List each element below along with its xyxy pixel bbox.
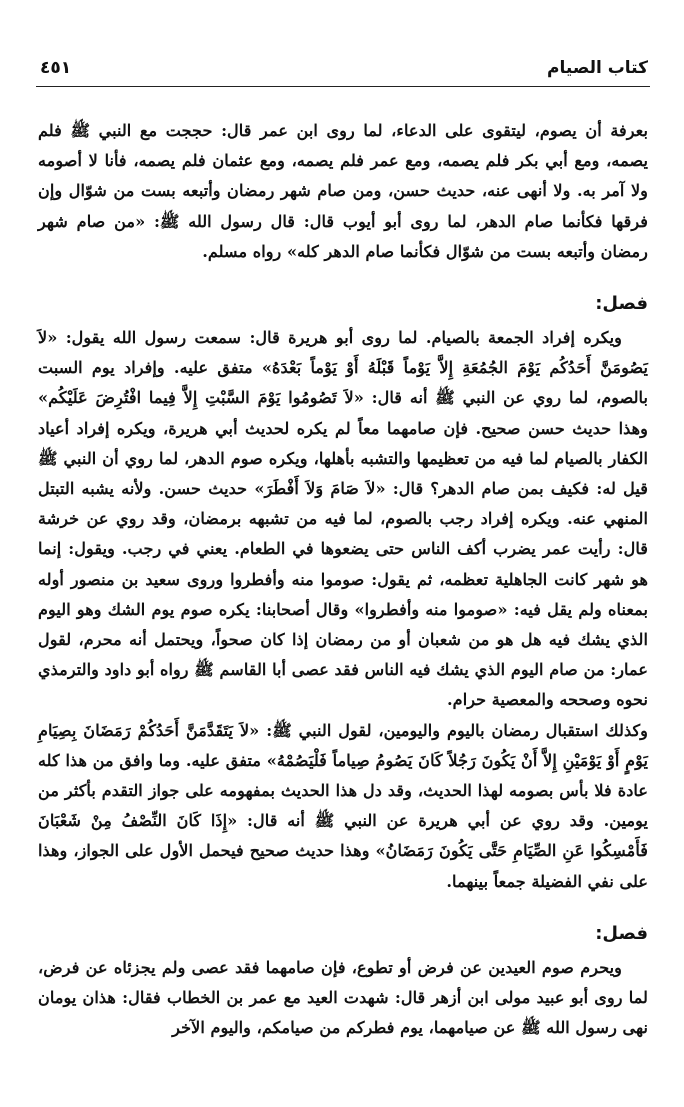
paragraph: وكذلك استقبال رمضان باليوم واليومين، لقول النبي ﷺ: «لاَ يَتَقَدَّمَنَّ أَحَدُكُمْ رَمَضَانَ بِصِيَامِ يَوْمٍ أَوْ يَوْمَيْنِ إِلاَّ أَنْ يَكُونَ رَجُلاً كَانَ يَصُومُ صِياماً فَلْيَصُمْهُ» متفق عليه. وما وافق من هذا كله عادة فلا بأس بصومه لهذا الحديث، وقد دل هذا الحديث بمفهومه على جواز التقدم بأكثر من يومين. وقد روي عن أبي هريرة عن النبي ﷺ أنه قال: «إِذَا كَانَ النِّصْفُ مِنْ شَعْبَانَ فَأَمْسِكُوا عَنِ الصِّيَامِ حَتَّى يَكُونَ رَمَضَانُ» وهذا حديث صحيح فيحمل الأول على الجواز، وهذا على نفي الفضيلة جمعاً بينهما. [38,720,648,891]
section-heading: فصل: [595,293,648,315]
running-title: كتاب الصيام [547,58,648,78]
page-body [38,116,648,1043]
paragraph: بعرفة أن يصوم، ليتقوى على الدعاء، لما روى ابن عمر قال: حججت مع النبي ﷺ فلم يصمه، ومع أبي بكر فلم يصمه، ومع عمر فلم يصمه، ومع عثمان فلم يصمه، فأنا لا أصومه ولا آمر به. ولا أنهى عنه، حديث حسن، ومن صام شهر رمضان وأتبعه بست من شوّال وإن فرقها فكأنما صام الدهر، لما روى أبو أيوب قال: قال رسول الله ﷺ: «من صام شهر رمضان وأتبعه بست من شوّال فكأنما صام الدهر كله» رواه مسلم. [38,121,648,261]
page-number: ٤٥١ [40,58,72,78]
page-header [36,56,650,87]
paragraph: ويحرم صوم العيدين عن فرض أو تطوع، فإن صامهما فقد عصى ولم يجزئاه عن فرض، لما روى أبو عبيد مولى ابن أزهر قال: شهدت العيد مع عمر بن الخطاب فقال: هذان يومان نهى رسول الله ﷺ عن صيامهما، يوم فطركم من صيامكم، واليوم الآخر [38,957,648,1038]
section-heading: فصل: [595,922,648,944]
paragraph: ويكره إفراد الجمعة بالصيام. لما روى أبو هريرة قال: سمعت رسول الله يقول: «لاَ يَصُومَنَّ أَحَدُكُم يَوْمَ الجُمُعَةِ إِلاَّ يَوْماً قَبْلَهُ أَوْ يَوْماً بَعْدَهُ» متفق عليه. وإفراد يوم السبت بالصوم، لما روي عن النبي ﷺ أنه قال: «لاَ تَصُومُوا يَوْمَ السَّبْتِ إِلاَّ فِيما افْتُرِضَ عَلَيْكُم» وهذا حديث حسن صحيح. فإن صامهما معاً لم يكره لحديث أبي هريرة، ويكره إفراد أعياد الكفار بالصيام لما فيه من تعظيمها والتشبه بأهلها، ويكره صوم الدهر، لما روي أن النبي ﷺ قيل له: فكيف بمن صام الدهر؟ قال: «لاَ صَامَ وَلاَ أَفْطَرَ» حديث حسن. ولأنه يشبه التبتل المنهي عنه. ويكره إفراد رجب بالصوم، لما فيه من تشبهه برمضان، وقد روي عن خرشة قال: رأيت عمر يضرب أكف الناس حتى يضعوها في الطعام. يعني في رجب. ويقول: إنما هو شهر كانت الجاهلية تعظمه، ثم يقول: صوموا منه وأفطروا وروى سعيد بن منصور أوله بمعناه ولم يقل فيه: «صوموا منه وأفطروا» وقال أصحابنا: يكره صوم يوم الشك وهو اليوم الذي يشك فيه هل هو من شعبان أو من رمضان إذا كان صحواً، ويحتمل أنه محرم، لقول عمار: من صام اليوم الذي يشك فيه الناس فقد عصى أبا القاسم ﷺ رواه أبو داود والترمذي نحوه وصححه والمعصية حرام. [38,328,648,710]
